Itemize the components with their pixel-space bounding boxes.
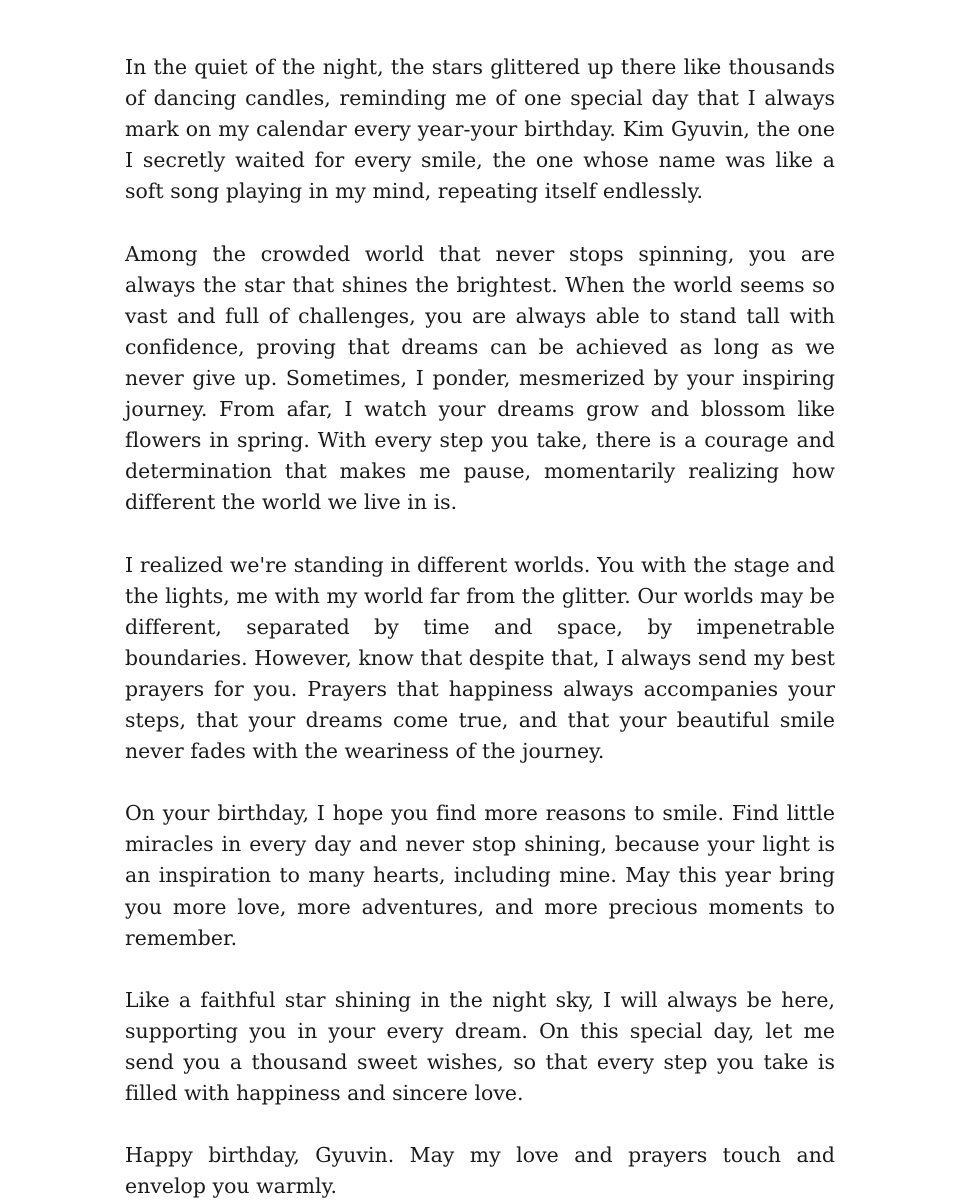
letter-body [125,52,835,1202]
paragraph-5: Like a faithful star shining in the night sky, I will always be here, supporting you in your every dream. On this special day, let me send you a thousand sweet wishes, so that every step you take is filled with happiness and sincere love. [125,987,835,1106]
paragraph-1: In the quiet of the night, the stars glittered up there like thousands of dancing candles, reminding me of one special day that I always mark on my calendar every year-your birthday. Kim Gyuvin, the one I secretly waited for every smile, the one whose name was like a soft song playing in my mind, repeating itself endlessly. [125,55,835,204]
paragraph-2: Among the crowded world that never stops spinning, you are always the star that shines the brightest. When the world seems so vast and full of challenges, you are always able to stand tall with confidence, proving that dreams can be achieved as long as we never give up. Sometimes, I ponder, mesmerized by your inspiring journey. From afar, I watch your dreams grow and blossom like flowers in spring. With every step you take, there is a courage and determination that makes me pause, momentarily realizing how different the world we live in is. [125,241,835,515]
paragraph-6: Happy birthday, Gyuvin. May my love and prayers touch and envelop you warmly. [125,1143,835,1199]
paragraph-3: I realized we're standing in different worlds. You with the stage and the lights, me with my world far from the glitter. Our worlds may be different, separated by time and space, by impenetrable boundaries. However, know that despite that, I always send my best prayers for you. Prayers that happiness always accompanies your steps, that your dreams come true, and that your beautiful smile never fades with the weariness of the journey. [125,552,835,764]
paragraph-4: On your birthday, I hope you find more reasons to smile. Find little miracles in every day and never stop shining, because your light is an inspiration to many hearts, including mine. May this year bring you more love, more adventures, and more precious moments to remember. [125,801,835,950]
